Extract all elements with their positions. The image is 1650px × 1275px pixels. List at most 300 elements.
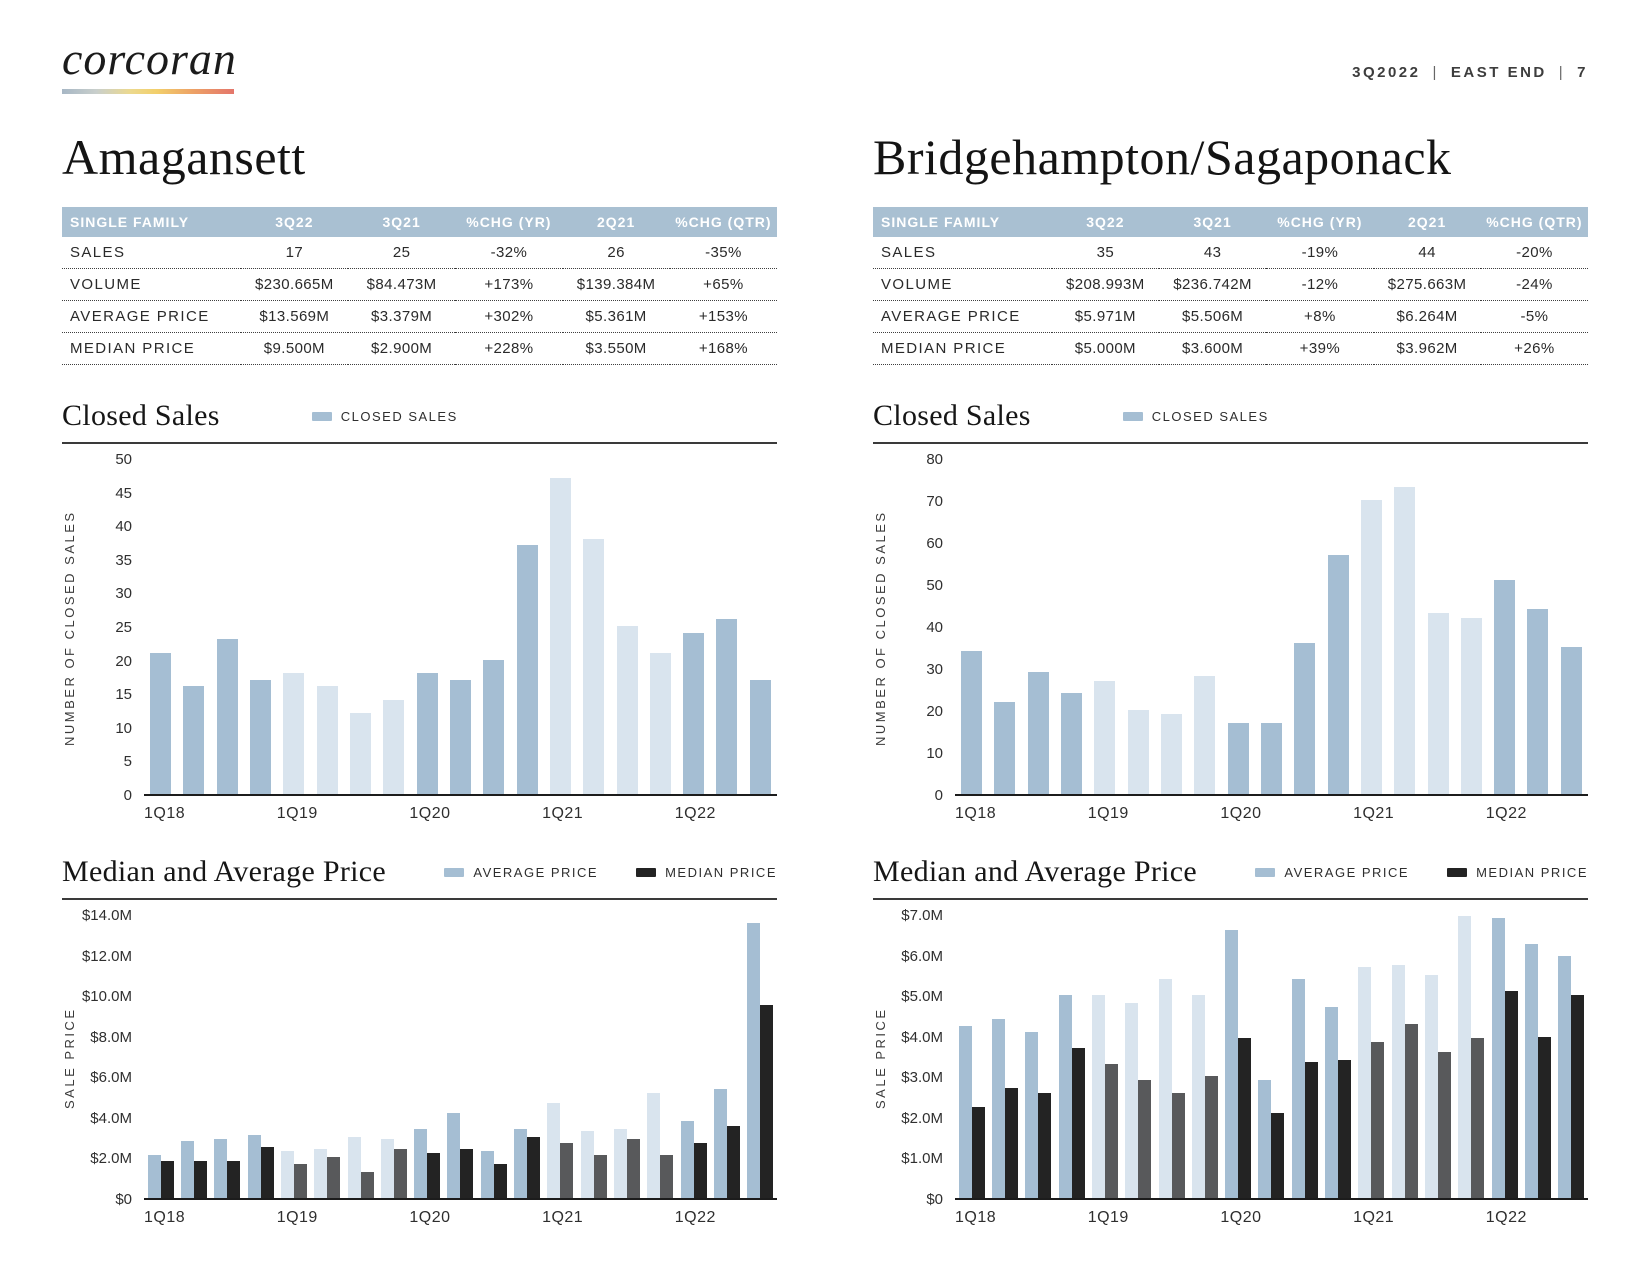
x-tick-label: [246, 1209, 277, 1229]
bar: [681, 1121, 694, 1198]
plot-area: [144, 460, 777, 796]
bar: [350, 713, 371, 794]
col-header: 3Q22: [241, 207, 348, 237]
cell: 44: [1374, 237, 1481, 269]
x-tick-label: 1Q22: [674, 1209, 716, 1226]
bar-group-3Q19: [1155, 714, 1188, 794]
bar: [494, 1164, 507, 1198]
report-quarter: 3Q2022: [1352, 64, 1421, 81]
bar: [1225, 930, 1238, 1198]
bar: [1458, 916, 1471, 1198]
bar: [381, 1139, 394, 1198]
cell: +168%: [670, 333, 777, 365]
bar-group-1Q19: [277, 1151, 310, 1198]
bar: [1271, 1113, 1284, 1198]
x-tick-label: [348, 1209, 379, 1229]
bar: [1494, 580, 1515, 794]
bar: [1371, 1042, 1384, 1198]
bar: [181, 1141, 194, 1198]
bar: [583, 539, 604, 794]
x-tick-label: 1Q19: [1087, 1209, 1129, 1226]
bar: [747, 923, 760, 1198]
bar: [361, 1172, 374, 1198]
cell: +153%: [670, 301, 777, 333]
bar: [1205, 1076, 1218, 1198]
x-tick-label: [1190, 805, 1221, 825]
closed-sales-legend: [1123, 409, 1269, 424]
price-section-header: [62, 855, 777, 900]
y-tick-label: $3.0M: [901, 1069, 943, 1087]
x-tick-label: [216, 805, 247, 825]
average-price-swatch: [1255, 868, 1275, 877]
bar: [617, 626, 638, 794]
bar: [214, 1139, 227, 1198]
bar-group-1Q22: [1488, 580, 1521, 794]
price-title: Median and Average Price: [873, 855, 1198, 888]
bar: [317, 686, 338, 794]
cell: $84.473M: [348, 269, 455, 301]
bar: [750, 680, 771, 794]
plot-wrapper: [955, 460, 1588, 825]
cell: -20%: [1481, 237, 1588, 269]
bar: [581, 1131, 594, 1198]
bar-group-1Q21: [1355, 967, 1388, 1198]
bar-group-4Q21: [644, 1093, 677, 1198]
bar: [1094, 681, 1115, 794]
plot-wrapper: [144, 460, 777, 825]
table-row: [873, 301, 1588, 333]
bar: [694, 1143, 707, 1198]
bar: [1028, 672, 1049, 794]
cell: -35%: [670, 237, 777, 269]
cell: $3.550M: [563, 333, 670, 365]
cell: -19%: [1266, 237, 1373, 269]
bar-group-2Q18: [988, 702, 1021, 794]
cell: 26: [563, 237, 670, 269]
x-tick-label: [1057, 805, 1088, 825]
bar: [314, 1149, 327, 1198]
bar: [248, 1135, 261, 1198]
average-price-swatch: [444, 868, 464, 877]
bar-group-1Q20: [411, 1129, 444, 1198]
bar-group-3Q19: [1155, 979, 1188, 1198]
closed-sales-legend-label: CLOSED SALES: [1151, 408, 1269, 424]
y-tick-label: 15: [115, 686, 132, 704]
cell: $230.665M: [241, 269, 348, 301]
closed-sales-title: Closed Sales: [873, 399, 1031, 432]
y-tick-label: $2.0M: [90, 1150, 132, 1168]
col-header: %CHG (QTR): [670, 207, 777, 237]
bar: [281, 1151, 294, 1198]
bar: [1125, 1003, 1138, 1198]
page-number: 7: [1577, 64, 1588, 81]
bar-group-3Q20: [1288, 643, 1321, 794]
y-tick-label: 0: [123, 787, 132, 804]
x-tick-label: [583, 1209, 614, 1229]
bar-group-2Q20: [444, 680, 477, 794]
x-tick-label: [185, 1209, 216, 1229]
bar: [1525, 944, 1538, 1198]
bar: [1361, 500, 1382, 794]
y-tick-label: 80: [926, 451, 943, 468]
cell: -32%: [455, 237, 562, 269]
bar-group-2Q20: [1255, 1080, 1288, 1198]
bar-group-3Q21: [1421, 975, 1454, 1198]
bar-group-4Q18: [244, 680, 277, 794]
bar-group-1Q21: [544, 478, 577, 794]
cell: $6.264M: [1374, 301, 1481, 333]
bar: [1128, 710, 1149, 794]
col-header: 3Q22: [1052, 207, 1159, 237]
bar: [1192, 995, 1205, 1198]
median-price-swatch: [1447, 868, 1467, 877]
bar: [994, 702, 1015, 794]
bar-group-3Q21: [1421, 613, 1454, 794]
bar-group-4Q20: [510, 545, 543, 794]
bar-group-3Q22: [744, 923, 777, 1198]
bar: [161, 1161, 174, 1198]
cell: $3.962M: [1374, 333, 1481, 365]
bar-group-2Q22: [1521, 944, 1554, 1198]
bar: [1438, 1052, 1451, 1198]
table-header-row: [873, 207, 1588, 237]
x-tick-label: [1292, 805, 1323, 825]
bar-group-3Q22: [744, 680, 777, 794]
bar: [1238, 1038, 1251, 1198]
bar: [1571, 995, 1584, 1198]
y-tick-label: $0: [926, 1191, 943, 1208]
bar: [527, 1137, 540, 1198]
row-label: MEDIAN PRICE: [62, 333, 241, 365]
x-tick-label: [1394, 805, 1425, 825]
closed-sales-chart: [62, 451, 777, 825]
x-tick-label: [1455, 1209, 1486, 1229]
bar-group-3Q18: [211, 639, 244, 794]
y-axis-title: NUMBER OF CLOSED SALES: [62, 510, 77, 746]
bar: [1471, 1038, 1484, 1198]
bar-group-4Q19: [1188, 676, 1221, 794]
y-tick-label: 60: [926, 535, 943, 552]
x-tick-label: [1159, 1209, 1190, 1229]
cell: $5.971M: [1052, 301, 1159, 333]
bar: [760, 1005, 773, 1198]
bar-group-3Q22: [1555, 647, 1588, 794]
x-tick-label: 1Q19: [276, 805, 318, 822]
y-tick-label: $4.0M: [90, 1109, 132, 1127]
x-tick-label: [583, 805, 614, 825]
x-tick-label: 1Q18: [144, 1209, 186, 1226]
bar: [1261, 723, 1282, 794]
y-tick-label: 40: [115, 518, 132, 536]
x-tick-label: [746, 1209, 777, 1229]
report-meta: [1352, 64, 1588, 81]
col-header: %CHG (QTR): [1481, 207, 1588, 237]
closed-sales-legend: [312, 409, 458, 424]
y-tick-label: 5: [123, 753, 132, 771]
bar-group-4Q18: [1055, 995, 1088, 1198]
x-axis-labels: [144, 1209, 777, 1229]
bar: [1505, 991, 1518, 1198]
x-tick-label: [1425, 1209, 1456, 1229]
col-header: SINGLE FAMILY: [873, 207, 1052, 237]
x-tick-label: 1Q20: [409, 805, 451, 822]
bar: [227, 1161, 240, 1198]
x-axis-labels: [955, 1209, 1588, 1229]
bar-group-2Q22: [710, 1089, 743, 1198]
x-tick-label: [716, 805, 747, 825]
bar-group-3Q19: [344, 713, 377, 794]
cell: $13.569M: [241, 301, 348, 333]
single-family-table: [62, 207, 777, 365]
bar: [1258, 1080, 1271, 1198]
bar-group-1Q18: [144, 653, 177, 794]
x-tick-label: [1027, 805, 1058, 825]
bar: [992, 1019, 1005, 1198]
cell: +39%: [1266, 333, 1373, 365]
row-label: AVERAGE PRICE: [873, 301, 1052, 333]
x-tick-label: [512, 805, 543, 825]
col-header: %CHG (YR): [1266, 207, 1373, 237]
bar: [716, 619, 737, 794]
bar: [1092, 995, 1105, 1198]
bar-group-1Q19: [1088, 681, 1121, 794]
table-row: [873, 333, 1588, 365]
bar: [1392, 965, 1405, 1198]
cell: $139.384M: [563, 269, 670, 301]
cell: +173%: [455, 269, 562, 301]
y-tick-label: 50: [926, 577, 943, 594]
average-price-legend-item: [1255, 865, 1409, 880]
bar-group-2Q19: [1122, 1003, 1155, 1198]
bar-group-4Q20: [1321, 1007, 1354, 1198]
area-amagansett: [62, 122, 777, 1229]
report-region: EAST END: [1450, 64, 1547, 81]
y-tick-label: $6.0M: [901, 947, 943, 965]
x-tick-label: [481, 1209, 512, 1229]
median-price-legend-label: MEDIAN PRICE: [1476, 864, 1588, 880]
x-tick-label: 1Q21: [1353, 805, 1395, 822]
y-tick-label: 10: [115, 719, 132, 737]
area-title: Bridgehampton/Sagaponack: [873, 129, 1452, 185]
bar-group-1Q22: [1488, 918, 1521, 1198]
bar: [1038, 1093, 1051, 1198]
median-price-legend-item: [1447, 865, 1588, 880]
bar: [714, 1089, 727, 1198]
bar: [550, 478, 571, 794]
bar: [394, 1149, 407, 1198]
y-axis-title: SALE PRICE: [62, 1007, 77, 1109]
x-tick-label: [716, 1209, 747, 1229]
price-legend: [1255, 865, 1588, 880]
corcoran-logo: [62, 33, 237, 94]
x-tick-label: [379, 1209, 410, 1229]
row-label: MEDIAN PRICE: [873, 333, 1052, 365]
cell: 25: [348, 237, 455, 269]
cell: $9.500M: [241, 333, 348, 365]
bar: [427, 1153, 440, 1198]
bar-group-2Q21: [1388, 487, 1421, 794]
y-tick-label: $6.0M: [90, 1069, 132, 1087]
bar-group-4Q21: [1455, 916, 1488, 1198]
bar-group-1Q19: [1088, 995, 1121, 1198]
x-tick-label: 1Q18: [955, 1209, 997, 1226]
y-tick-label: 20: [926, 703, 943, 720]
bar: [1358, 967, 1371, 1198]
bar-group-1Q20: [1222, 930, 1255, 1198]
bar: [1159, 979, 1172, 1198]
x-tick-label: 1Q22: [1485, 805, 1527, 822]
plot-wrapper: [144, 916, 777, 1229]
bar: [961, 651, 982, 794]
bar-group-1Q18: [955, 651, 988, 794]
bar: [560, 1143, 573, 1198]
col-header: SINGLE FAMILY: [62, 207, 241, 237]
col-header: %CHG (YR): [455, 207, 562, 237]
x-tick-label: [1394, 1209, 1425, 1229]
x-tick-label: [614, 1209, 645, 1229]
x-tick-label: [1557, 1209, 1588, 1229]
area-bridgehampton-sagaponack: [873, 122, 1588, 1229]
bar: [650, 653, 671, 794]
bar: [1194, 676, 1215, 794]
cell: 43: [1159, 237, 1266, 269]
bar-group-1Q18: [144, 1155, 177, 1198]
bar: [148, 1155, 161, 1198]
y-tick-label: $12.0M: [81, 947, 132, 965]
cell: $3.379M: [348, 301, 455, 333]
cell: +302%: [455, 301, 562, 333]
cell: +8%: [1266, 301, 1373, 333]
bar: [1405, 1024, 1418, 1198]
bar-group-4Q18: [1055, 693, 1088, 794]
bar-group-2Q21: [577, 1131, 610, 1198]
closed-sales-swatch: [1123, 412, 1143, 421]
row-label: AVERAGE PRICE: [62, 301, 241, 333]
bar: [217, 639, 238, 794]
y-tick-label: 40: [926, 619, 943, 636]
row-label: SALES: [873, 237, 1052, 269]
x-tick-label: [1425, 805, 1456, 825]
x-tick-label: [1262, 805, 1293, 825]
y-tick-label: 45: [115, 484, 132, 502]
y-tick-label: $10.0M: [81, 988, 132, 1006]
bar-group-2Q20: [1255, 723, 1288, 794]
x-axis-labels: [955, 805, 1588, 825]
closed-sales-section-header: [873, 399, 1588, 444]
bar-group-4Q19: [377, 1139, 410, 1198]
bar-group-4Q19: [1188, 995, 1221, 1198]
bar-group-1Q21: [1355, 500, 1388, 794]
x-tick-label: [451, 805, 482, 825]
bar: [250, 680, 271, 794]
x-tick-label: [451, 1209, 482, 1229]
y-tick-label: $0: [115, 1191, 132, 1208]
y-axis-title: NUMBER OF CLOSED SALES: [873, 510, 888, 746]
price-title: Median and Average Price: [62, 855, 387, 888]
y-tick-label: 70: [926, 493, 943, 510]
cell: $5.506M: [1159, 301, 1266, 333]
bar: [194, 1161, 207, 1198]
bar-group-2Q22: [1521, 609, 1554, 794]
closed-sales-chart: [873, 451, 1588, 825]
bar: [1072, 1048, 1085, 1198]
closed-sales-legend-label: CLOSED SALES: [340, 408, 458, 424]
bar-group-3Q18: [211, 1139, 244, 1198]
bar: [283, 673, 304, 794]
bar: [517, 545, 538, 794]
table-row: [873, 237, 1588, 269]
bar-group-2Q22: [710, 619, 743, 794]
bar: [348, 1137, 361, 1198]
y-tick-label: $1.0M: [901, 1150, 943, 1168]
bar: [481, 1151, 494, 1198]
x-tick-label: [1323, 805, 1354, 825]
x-tick-label: [348, 805, 379, 825]
brand-gradient-bar: [62, 89, 234, 94]
bar: [1428, 613, 1449, 794]
row-label: VOLUME: [873, 269, 1052, 301]
x-tick-label: [481, 805, 512, 825]
bar: [447, 1113, 460, 1198]
bar-group-2Q18: [177, 686, 210, 794]
bar: [1527, 609, 1548, 794]
cell: $236.742M: [1159, 269, 1266, 301]
bar-group-1Q20: [411, 673, 444, 794]
bar: [1461, 618, 1482, 794]
bar-group-3Q21: [610, 626, 643, 794]
y-tick-label: 30: [926, 661, 943, 678]
y-axis-ticks: [86, 451, 144, 804]
y-tick-label: $8.0M: [90, 1028, 132, 1046]
bar: [1061, 693, 1082, 794]
closed-sales-section-header: [62, 399, 777, 444]
bar-group-2Q21: [1388, 965, 1421, 1198]
bar: [727, 1126, 740, 1198]
bar-group-3Q18: [1022, 672, 1055, 794]
bar: [1305, 1062, 1318, 1198]
x-tick-label: 1Q20: [1220, 1209, 1262, 1226]
bar: [417, 673, 438, 794]
bar: [1394, 487, 1415, 794]
col-header: 2Q21: [1374, 207, 1481, 237]
x-tick-label: [1292, 1209, 1323, 1229]
bar-group-4Q19: [377, 700, 410, 794]
x-tick-label: [185, 805, 216, 825]
col-header: 2Q21: [563, 207, 670, 237]
page-header: [62, 33, 1588, 94]
bar: [1561, 647, 1582, 794]
bar: [294, 1164, 307, 1198]
bar: [150, 653, 171, 794]
row-label: VOLUME: [62, 269, 241, 301]
bar-group-3Q20: [1288, 979, 1321, 1198]
x-tick-label: [318, 805, 349, 825]
plot-wrapper: [955, 916, 1588, 1229]
y-tick-label: $7.0M: [901, 907, 943, 924]
y-tick-label: 25: [115, 619, 132, 636]
x-tick-label: [1129, 1209, 1160, 1229]
bar-group-1Q21: [544, 1103, 577, 1198]
bar-group-4Q21: [644, 653, 677, 794]
bar-group-4Q21: [1455, 618, 1488, 794]
x-tick-label: 1Q21: [1353, 1209, 1395, 1226]
x-tick-label: [996, 805, 1027, 825]
single-family-table: [873, 207, 1588, 365]
x-tick-label: 1Q19: [1087, 805, 1129, 822]
bar-group-1Q22: [677, 1121, 710, 1198]
x-tick-label: [246, 805, 277, 825]
y-tick-label: $5.0M: [901, 988, 943, 1006]
